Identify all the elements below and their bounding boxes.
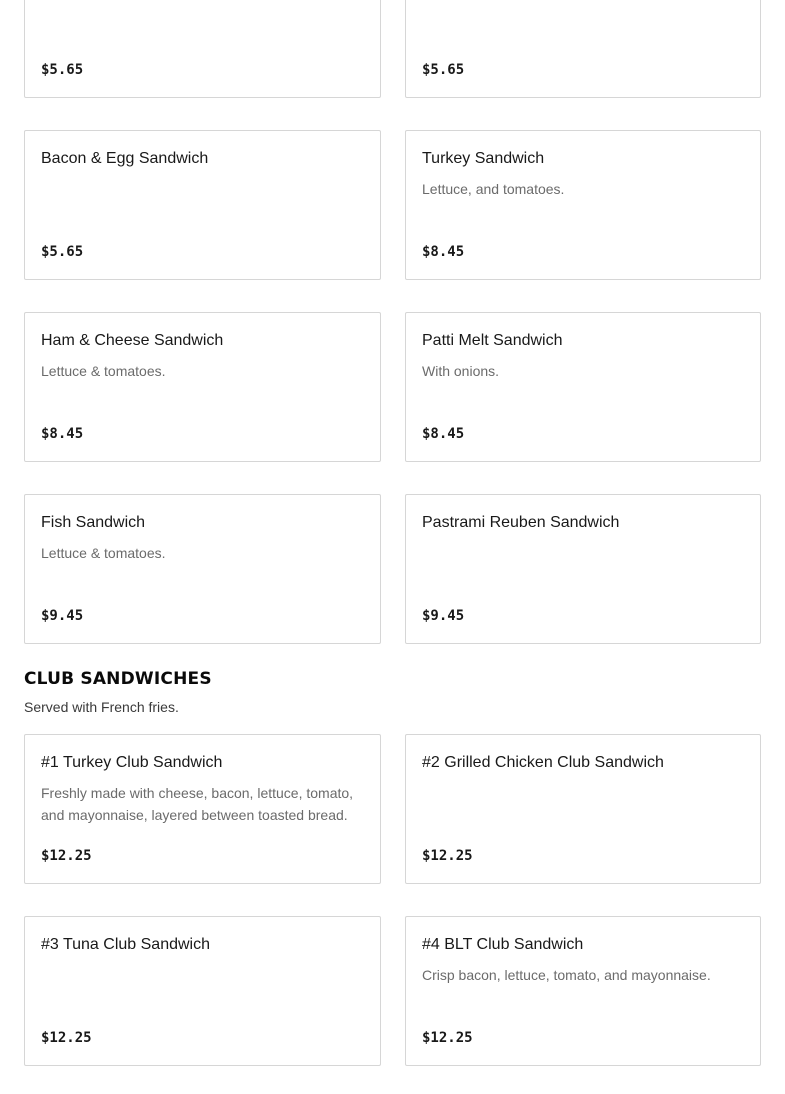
menu-item-card[interactable] <box>405 916 761 1066</box>
menu-item-card[interactable] <box>24 494 381 644</box>
menu-item-card[interactable] <box>405 734 761 884</box>
item-price: $12.25 <box>41 848 92 864</box>
item-price: $12.25 <box>41 1030 92 1046</box>
item-description: Freshly made with cheese, bacon, lettuce, tomato, and mayonnaise, layered between toasted bread. <box>41 785 354 823</box>
item-price: $9.45 <box>422 608 465 624</box>
item-name: Fish Sandwich <box>41 514 146 531</box>
item-price: $8.45 <box>422 426 465 442</box>
item-name: Ham & Cheese Sandwich <box>41 332 224 349</box>
section-subtitle: Served with French fries. <box>24 699 179 715</box>
item-name: #4 BLT Club Sandwich <box>422 936 584 953</box>
menu-item-card[interactable] <box>405 312 761 462</box>
item-price: $5.65 <box>41 244 84 260</box>
menu-item-card[interactable] <box>24 130 381 280</box>
item-name: Turkey Sandwich <box>422 150 545 167</box>
item-description: Lettuce & tomatoes. <box>41 363 166 379</box>
section-title: CLUB SANDWICHES <box>24 669 212 689</box>
menu-item-card[interactable] <box>405 130 761 280</box>
item-name: Patti Melt Sandwich <box>422 332 563 349</box>
item-description: With onions. <box>422 363 500 379</box>
menu-item-card[interactable] <box>24 734 381 884</box>
menu-item-card[interactable] <box>405 0 761 98</box>
item-name: #2 Grilled Chicken Club Sandwich <box>422 754 664 771</box>
item-price: $5.65 <box>422 62 465 78</box>
item-name: Pastrami Reuben Sandwich <box>422 514 620 531</box>
menu-item-card[interactable] <box>405 494 761 644</box>
item-name: Bacon & Egg Sandwich <box>41 150 209 167</box>
item-price: $12.25 <box>422 848 473 864</box>
item-name: #3 Tuna Club Sandwich <box>41 936 210 953</box>
item-price: $8.45 <box>41 426 84 442</box>
item-description: Lettuce & tomatoes. <box>41 545 166 561</box>
item-price: $9.45 <box>41 608 84 624</box>
item-price: $8.45 <box>422 244 465 260</box>
menu-item-card[interactable] <box>24 0 381 98</box>
menu-item-card[interactable] <box>24 916 381 1066</box>
item-price: $12.25 <box>422 1030 473 1046</box>
item-price: $5.65 <box>41 62 84 78</box>
item-description: Crisp bacon, lettuce, tomato, and mayonnaise. <box>422 967 711 983</box>
item-description: Lettuce, and tomatoes. <box>422 181 565 197</box>
menu-item-card[interactable] <box>24 312 381 462</box>
item-name: #1 Turkey Club Sandwich <box>41 754 223 771</box>
